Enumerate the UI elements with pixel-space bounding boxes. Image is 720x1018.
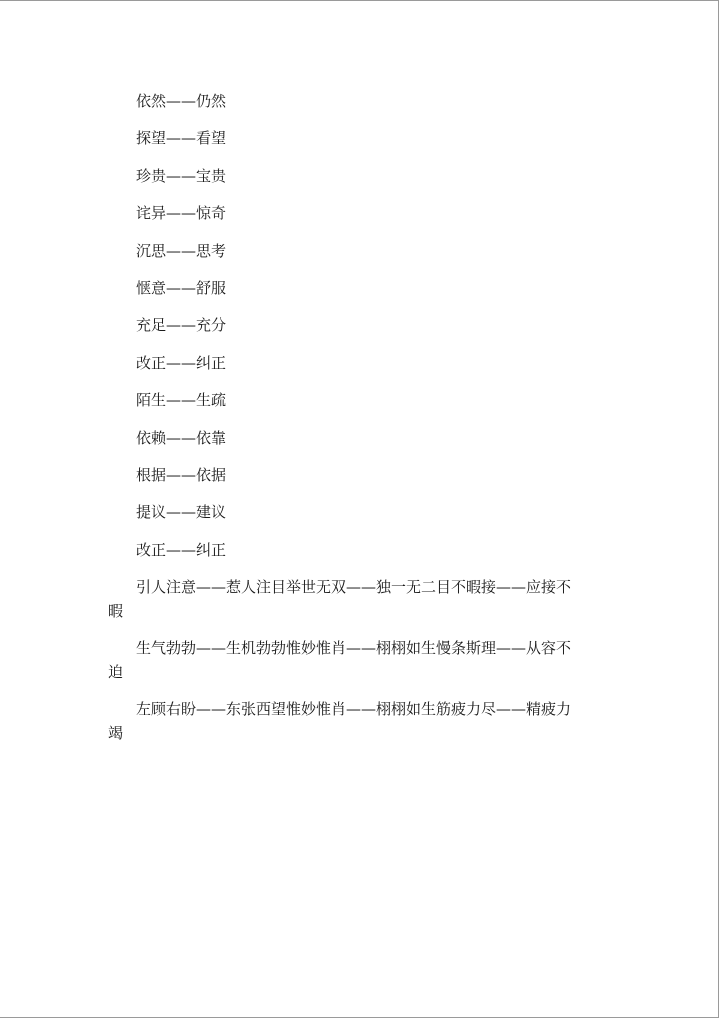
word-pair: 改正——纠正 bbox=[136, 540, 227, 559]
idiom-paragraph: 引人注意——惹人注目举世无双——独一无二目不暇接——应接不暇 bbox=[108, 578, 572, 621]
word-pair: 改正——纠正 bbox=[136, 353, 227, 372]
word-pair: 诧异——惊奇 bbox=[136, 204, 227, 223]
idiom-paragraph: 左顾右盼——东张西望惟妙惟肖——栩栩如生筋疲力尽——精疲力竭 bbox=[108, 700, 572, 743]
word-pair: 陌生——生疏 bbox=[136, 391, 227, 410]
idiom-paragraph: 生气勃勃——生机勃勃惟妙惟肖——栩栩如生慢条斯理——从容不迫 bbox=[108, 639, 572, 682]
word-pair: 依然——仍然 bbox=[136, 92, 227, 110]
word-pair: 依赖——依靠 bbox=[136, 428, 227, 447]
word-pair: 提议——建议 bbox=[136, 503, 227, 522]
word-pair: 沉思——思考 bbox=[136, 241, 227, 260]
word-pair: 珍贵——宝贵 bbox=[136, 166, 227, 185]
word-pair: 探望——看望 bbox=[136, 129, 227, 148]
word-pair: 充足——充分 bbox=[136, 316, 227, 335]
document-body bbox=[108, 89, 578, 758]
word-pair: 惬意——舒服 bbox=[136, 278, 227, 297]
word-pair: 根据——依据 bbox=[136, 465, 227, 484]
